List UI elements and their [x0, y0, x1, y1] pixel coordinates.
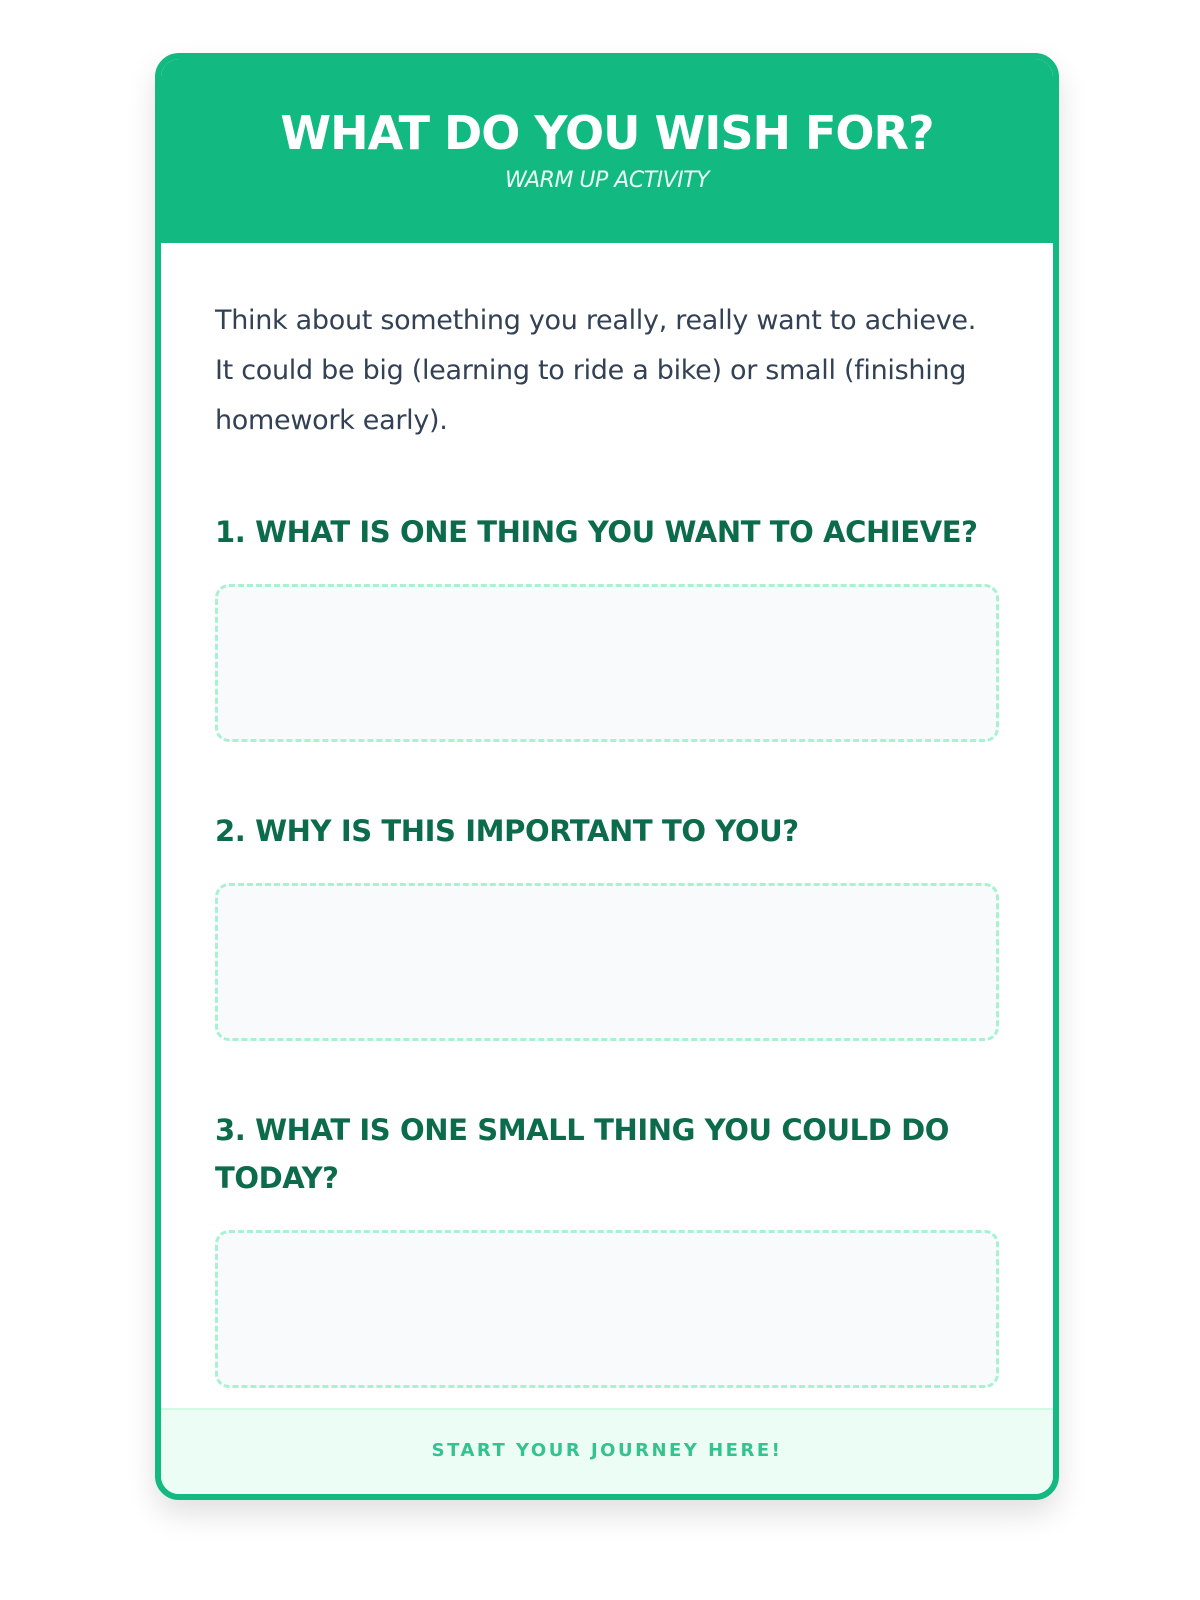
answer-box-1[interactable]	[215, 584, 999, 742]
question-2-label: 2. WHY IS THIS IMPORTANT TO YOU?	[215, 814, 799, 848]
worksheet-footer	[161, 1408, 1053, 1494]
question-1-label: 1. WHAT IS ONE THING YOU WANT TO ACHIEVE?	[215, 515, 978, 549]
intro-text: Think about something you really, really want to achieve. It could be big (learning to ride a bike) or small (finishing homework early).	[215, 305, 976, 436]
worksheet-header	[161, 59, 1053, 243]
answer-box-3[interactable]	[215, 1230, 999, 1388]
worksheet-body	[161, 243, 1053, 1388]
question-3-label: 3. WHAT IS ONE SMALL THING YOU COULD DO TODAY?	[215, 1113, 949, 1195]
page-title: WHAT DO YOU WISH FOR?	[280, 106, 934, 160]
page-subtitle: WARM UP ACTIVITY	[504, 168, 710, 193]
answer-box-2[interactable]	[215, 883, 999, 1041]
worksheet-card	[155, 53, 1059, 1500]
footer-text: START YOUR JOURNEY HERE!	[431, 1440, 783, 1461]
